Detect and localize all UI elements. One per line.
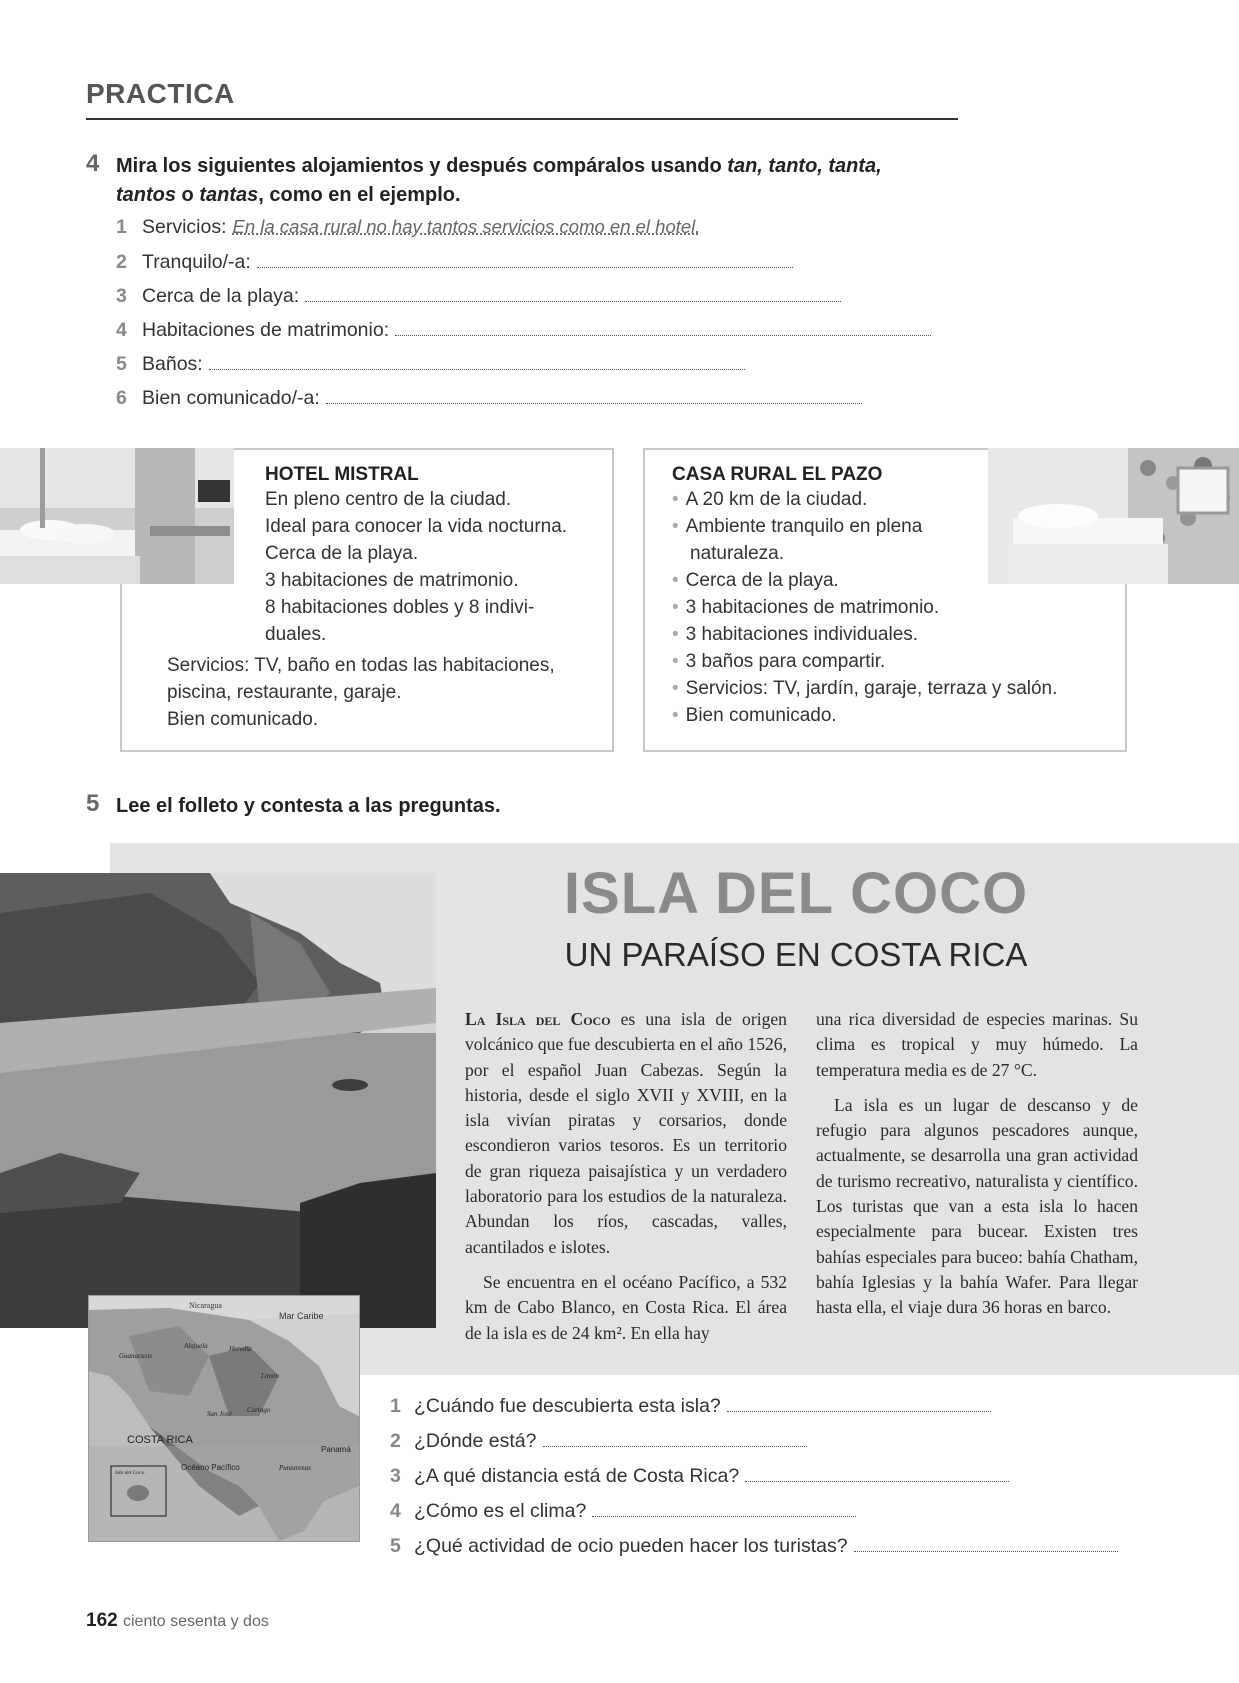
exercise-4-list bbox=[116, 216, 931, 420]
question-item: 4 ¿Cómo es el clima? bbox=[390, 1499, 1118, 1534]
costa-rica-map bbox=[88, 1295, 360, 1542]
list-item: 6 Bien comunicado/-a: bbox=[116, 386, 931, 420]
map-label-alajuela: Alajuela bbox=[184, 1342, 208, 1350]
question-item: 3 ¿A qué distancia está de Costa Rica? bbox=[390, 1464, 1118, 1499]
list-item: 4 Habitaciones de matrimonio: bbox=[116, 318, 931, 352]
map-label-limon: Limón bbox=[261, 1372, 279, 1380]
casa-bullet: • Bien comunicado. bbox=[672, 702, 1057, 729]
question-item: 1 ¿Cuándo fue descubierta esta isla? bbox=[390, 1394, 1118, 1429]
answer-line[interactable] bbox=[305, 284, 841, 302]
hotel-line: Cerca de la playa. bbox=[265, 543, 419, 564]
exercise-5-instruction: Lee el folleto y contesta a las preguntas. bbox=[116, 795, 501, 817]
exercise-5-questions bbox=[390, 1394, 1118, 1569]
map-label-heredia: Heredia bbox=[229, 1345, 252, 1353]
exercise-4-number: 4 bbox=[86, 150, 100, 177]
brochure-lead: La Isla del Coco bbox=[465, 1009, 611, 1029]
exercise-5-number: 5 bbox=[86, 790, 100, 817]
map-label-san-jose: San José bbox=[207, 1410, 232, 1418]
hotel-services bbox=[167, 652, 555, 733]
map-label-costa-rica: COSTA RICA bbox=[127, 1434, 193, 1446]
map-label-mar-caribe: Mar Caribe bbox=[279, 1311, 324, 1321]
casa-bullet: • Cerca de la playa. bbox=[672, 567, 1057, 594]
page-number-words: ciento sesenta y dos bbox=[122, 1613, 269, 1630]
answer-line[interactable] bbox=[727, 1394, 991, 1412]
hotel-room-photo bbox=[0, 448, 234, 584]
map-label-nicaragua: Nicaragua bbox=[189, 1301, 222, 1310]
section-title: PRACTICA bbox=[86, 78, 235, 109]
answer-line[interactable] bbox=[395, 318, 931, 336]
hotel-text bbox=[265, 464, 567, 648]
answer-line[interactable] bbox=[854, 1534, 1118, 1552]
casa-bullet: • 3 baños para compartir. bbox=[672, 648, 1057, 675]
answer-line[interactable] bbox=[592, 1499, 856, 1517]
question-item: 5 ¿Qué actividad de ocio pueden hacer los turistas? bbox=[390, 1534, 1118, 1569]
hotel-line: duales. bbox=[265, 624, 327, 645]
hotel-line: Servicios: TV, baño en todas las habitaciones, bbox=[167, 655, 555, 676]
map-label-puntarenas: Puntarenas bbox=[279, 1464, 312, 1472]
brochure-subheader bbox=[436, 936, 1156, 974]
brochure-header bbox=[436, 860, 1156, 927]
answer-line[interactable] bbox=[326, 386, 862, 404]
casa-text bbox=[672, 464, 1057, 729]
map-label-guanacaste: Guanacaste bbox=[119, 1352, 153, 1360]
hotel-line: 8 habitaciones dobles y 8 indivi- bbox=[265, 597, 535, 618]
brochure-title: ISLA DEL COCO bbox=[563, 861, 1029, 926]
map-label-panama: Panamá bbox=[321, 1445, 351, 1454]
brochure-subtitle: UN PARAÍSO EN COSTA RICA bbox=[564, 936, 1028, 973]
question-item: 2 ¿Dónde está? bbox=[390, 1429, 1118, 1464]
list-item: 2 Tranquilo/-a: bbox=[116, 250, 931, 284]
island-photo bbox=[0, 873, 436, 1328]
list-item: 5 Baños: bbox=[116, 352, 931, 386]
brochure-column-2 bbox=[816, 1007, 1138, 1321]
hotel-line: Ideal para conocer la vida nocturna. bbox=[265, 516, 568, 537]
list-item: 1 Servicios: En la casa rural no hay tantos servicios como en el hotel. bbox=[116, 216, 701, 238]
hotel-line: En pleno centro de la ciudad. bbox=[265, 489, 512, 510]
answer-line[interactable] bbox=[543, 1429, 807, 1447]
casa-bullet-continuation: naturaleza. bbox=[690, 543, 785, 564]
page-footer bbox=[86, 1610, 269, 1632]
brochure-column-1: La Isla del Coco es una isla de origen volcánico que fue descubierta en el año 1526, por el español Juan Cabezas. Según la historia, desde el siglo XVII y XVIII, en la isla vivían piratas y corsarios, donde escondieron varios tesoros. Es un territorio de gran riqueza paisajística y un verdadero laboratorio para los estudios de la naturaleza. Abundan los ríos, cascadas, valles, acantilados e islotes. Se encuentra en el océano Pacífico, a 532 km de Cabo Blanco, en Costa Rica. El área de la isla es de 24 km². En ella hay bbox=[465, 1007, 787, 1346]
casa-bullet: • Servicios: TV, jardín, garaje, terraza y salón. bbox=[672, 675, 1057, 702]
example-answer: En la casa rural no hay tantos servicios como en el hotel. bbox=[232, 216, 701, 237]
map-label-cartago: Cartago bbox=[247, 1406, 271, 1414]
map-label-isla-coco: Isla del Coco bbox=[115, 1470, 145, 1476]
casa-bullet: • 3 habitaciones de matrimonio. bbox=[672, 594, 1057, 621]
hotel-line: piscina, restaurante, garaje. bbox=[167, 682, 402, 703]
hotel-title: HOTEL MISTRAL bbox=[265, 464, 419, 485]
list-item: 3 Cerca de la playa: bbox=[116, 284, 931, 318]
answer-line[interactable] bbox=[745, 1464, 1009, 1482]
brochure-paragraph: una rica diversidad de especies marinas. Su clima es tropical y muy húmedo. La temperatura media es de 27 °C. bbox=[816, 1009, 1138, 1080]
brochure-paragraph: La isla es un lugar de descanso y de refugio para algunos pescadores aunque, actualmente, se desarrolla una gran actividad de turismo recreativo, naturalista y científico. Los turistas que van a esta isla lo hacen especialmente para bucear. Existen tres bahías especiales para buceo: bahía Chatham, bahía Iglesias y la bahía Wafer. Para llegar hasta ella, el viaje dura 36 horas en barco. bbox=[816, 1094, 1138, 1318]
answer-line[interactable] bbox=[209, 352, 745, 370]
answer-line[interactable] bbox=[257, 250, 793, 268]
casa-bullet: • 3 habitaciones individuales. bbox=[672, 621, 1057, 648]
exercise-4-instruction: Mira los siguientes alojamientos y después compáralos usando tan, tanto, tanta, tantos o tantas, como en el ejemplo. bbox=[116, 155, 882, 206]
page-number: 162 bbox=[86, 1610, 118, 1631]
section-divider bbox=[86, 118, 958, 120]
casa-bullet: • Ambiente tranquilo en plena bbox=[672, 513, 1057, 540]
casa-bullet: • A 20 km de la ciudad. bbox=[672, 486, 1057, 513]
map-label-oceano: Océano Pacífico bbox=[181, 1463, 240, 1472]
hotel-line: Bien comunicado. bbox=[167, 709, 319, 730]
casa-title: CASA RURAL EL PAZO bbox=[672, 464, 883, 485]
brochure-paragraph: Se encuentra en el océano Pacífico, a 532 km de Cabo Blanco, en Costa Rica. El área de la isla es de 24 km². En ella hay bbox=[465, 1271, 787, 1343]
hotel-line: 3 habitaciones de matrimonio. bbox=[265, 570, 519, 591]
